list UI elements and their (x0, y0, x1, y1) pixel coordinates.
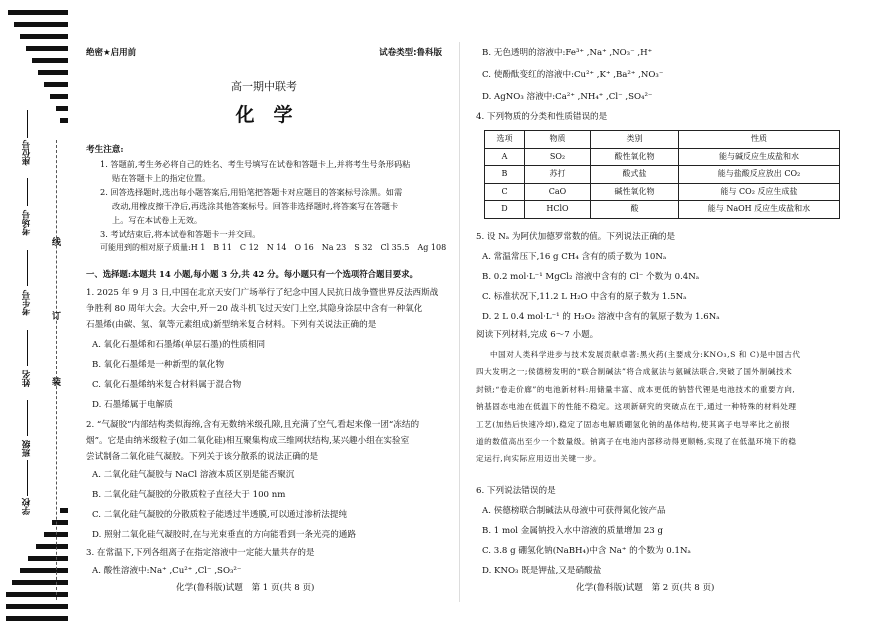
stripe (50, 94, 68, 99)
reading-intro: 阅读下列材料,完成 6～7 小题。 (476, 330, 599, 340)
fill-line (27, 110, 28, 138)
reading-line: 道的数值高出至少一个数量级。钠离子在电池内部移动得更顺畅,实现了在低温环境下的稳 (476, 437, 797, 447)
table-cell: 碱性氧化物 (591, 183, 679, 201)
question-1-option-b: B. 氧化石墨烯是一种新型的氧化物 (92, 360, 225, 370)
stripe (56, 106, 68, 111)
table-cell: 能与 NaOH 反应生成盐和水 (679, 201, 840, 219)
notice-line: 上。写在本试卷上无效。 (112, 215, 203, 225)
notice-line: 贴在答题卡上的指定位置。 (112, 173, 211, 183)
table-cell: D (485, 201, 525, 219)
question-2-text: 尝试制备二氧化硅气凝胶。下列关于该分散系的说法正确的是 (86, 452, 319, 462)
stripe (8, 10, 68, 15)
question-2-option-a: A. 二氧化硅气凝胶与 NaCl 溶液本质区别是能否聚沉 (92, 470, 295, 480)
question-1-option-d: D. 石墨烯属于电解质 (92, 400, 173, 410)
exam-room-label: 考场号 (22, 210, 32, 236)
table-cell: 酸 (591, 201, 679, 219)
stripe (26, 46, 68, 51)
table-cell: A (485, 148, 525, 166)
name-label: 姓名 (22, 370, 32, 387)
stripe (12, 580, 68, 585)
stripe (20, 34, 68, 39)
reading-line: 四大发明之一;侯德榜发明的“联合制碱法”将合成氨法与氨碱法联合,突破了国外制碱技术 (476, 367, 793, 377)
question-6-option-a: A. 侯德榜联合制碱法从母液中可获得氮化铵产品 (482, 506, 666, 516)
question-2-text: 2. “气凝胶”内部结构类似海绵,含有无数纳米级孔隙,且充满了空气,看起来像一团“冻结的 (86, 420, 420, 430)
fill-line (27, 250, 28, 286)
stripe (20, 568, 68, 573)
stripe (60, 508, 68, 513)
table-cell: 酸式盐 (591, 166, 679, 184)
question-2-option-b: B. 二氧化硅气凝胶的分散质粒子直径大于 100 nm (92, 490, 286, 500)
reading-line: 定运行,向实际应用迈出关键一步。 (476, 454, 602, 464)
reading-line: 中国对人类科学进步与技术发展贡献卓著:黑火药(主要成分:KNO₃,S 和 C)是中国古代 (490, 350, 801, 359)
reading-passage (476, 346, 848, 468)
stripe (38, 70, 68, 75)
notice-line: 改动,用橡皮擦干净后,再选涂其他答案标号。回答非选择题时,将答案写在答题卡 (112, 201, 399, 211)
reading-line: 工艺(加热后快速冷却),稳定了固态电解质硼氢化钠的晶体结构,使其离子电导率比之前报 (476, 419, 791, 429)
question-4-text: 4. 下列物质的分类和性质错误的是 (476, 112, 608, 122)
table-header-cell: 物质 (525, 131, 591, 149)
question-1-option-c: C. 氧化石墨烯纳米复合材料属于混合物 (92, 380, 242, 390)
table-cell: B (485, 166, 525, 184)
question-3-text: 3. 在常温下,下列各组离子在指定溶液中一定能大量共存的是 (86, 548, 315, 558)
question-5-option-c: C. 标准状况下,11.2 L H₂O 中含有的原子数为 1.5Nₐ (482, 292, 687, 302)
fill-line (27, 330, 28, 366)
question-3-option-a: A. 酸性溶液中:Na⁺ ,Cu²⁺ ,Cl⁻ ,SO₃²⁻ (92, 566, 242, 576)
question-6-option-d: D. KNO₃ 既是钾盐,又是硝酸盐 (482, 566, 602, 576)
question-3-option-d: D. AgNO₃ 溶液中:Ca²⁺ ,NH₄⁺ ,Cl⁻ ,SO₄²⁻ (482, 92, 653, 102)
section-title: 一、选择题:本题共 14 小题,每小题 3 分,共 42 分。每小题只有一个选项符合题目要求。 (86, 269, 418, 279)
table-header-cell: 选项 (485, 131, 525, 149)
table-row (485, 166, 840, 184)
table-row (485, 148, 840, 166)
stripe (32, 58, 68, 63)
notice-line: 3. 考试结束后,将本试卷和答题卡一并交回。 (100, 229, 261, 239)
page-divider (459, 42, 460, 602)
question-3-option-b: B. 无色透明的溶液中:Fe³⁺ ,Na⁺ ,NO₃⁻ ,H⁺ (482, 48, 653, 58)
reading-line: 封锁;“卷走价廊”的电池新材料:用储量丰富、成本更低的钠替代锂是电池技术的重要方向, (476, 384, 796, 394)
candidate-number-label: 考生号 (22, 290, 32, 316)
table-row (485, 201, 840, 219)
question-2-option-d: D. 照射二氧化硅气凝胶时,在与光束垂直的方向能看到一条光亮的通路 (92, 530, 356, 540)
paper-type: 试卷类型:鲁科版 (379, 48, 442, 58)
stripe (44, 82, 68, 87)
question-5-option-b: B. 0.2 mol·L⁻¹ MgCl₂ 溶液中含有的 Cl⁻ 个数为 0.4Nₐ (482, 272, 700, 282)
question-1-text: 1. 2025 年 9 月 3 日,中国在北京天安门广场举行了纪念中国人民抗日战争暨世界反法西斯战 (86, 288, 439, 298)
stripe (28, 556, 68, 561)
question-6-text: 6. 下列说法错误的是 (476, 486, 556, 496)
question-1-text: 争胜利 80 周年大会。大会中,歼－20 战斗机飞过天安门上空,其隐身涂层中含有一种氧化 (86, 304, 423, 314)
table-cell: 酸性氧化物 (591, 148, 679, 166)
exam-title: 高一期中联考 (231, 80, 297, 93)
class-label: 班级 (22, 440, 32, 457)
stripe (14, 22, 68, 27)
cut-word-mount: 装 (52, 378, 62, 388)
stripe (6, 604, 68, 609)
fill-line (27, 460, 28, 496)
question-6-option-b: B. 1 mol 金属钠投入水中溶液的质量增加 23 g (482, 526, 663, 536)
classification-table (484, 130, 840, 219)
question-2-option-c: C. 二氧化硅气凝胶的分散质粒子能透过半透膜,可以通过渗析法提纯 (92, 510, 348, 520)
stripe (52, 520, 68, 525)
question-5-option-d: D. 2 L 0.4 mol·L⁻¹ 的 H₂O₂ 溶液中含有的氧原子数为 1.6Nₐ (482, 312, 720, 322)
table-cell: CaO (525, 183, 591, 201)
cut-line (56, 140, 57, 600)
page-1-footer: 化学(鲁科版)试题 第 1 页(共 8 页) (176, 583, 315, 593)
question-6-option-c: C. 3.8 g 硼氢化钠(NaBH₄)中含 Na⁺ 的个数为 0.1Nₐ (482, 546, 691, 556)
table-cell: SO₂ (525, 148, 591, 166)
fill-line (27, 400, 28, 436)
notice-line: 2. 回答选择题时,选出每小题答案后,用铅笔把答题卡对应题目的答案标号涂黑。如需 (100, 187, 403, 197)
table-cell: 能与盐酸反应放出 CO₂ (679, 166, 840, 184)
school-label: 学校 (22, 498, 32, 515)
reading-line: 钠基固态电池在低温下的性能不稳定。这项新研究的突破点在于,通过一种特殊的材料处理 (476, 402, 797, 412)
question-3-option-c: C. 使酚酞变红的溶液中:Cu²⁺ ,K⁺ ,Ba²⁺ ,NO₃⁻ (482, 70, 664, 80)
table-row (485, 183, 840, 201)
question-1-option-a: A. 氧化石墨烯和石墨烯(单层石墨)的性质相同 (92, 340, 266, 350)
stripe (36, 544, 68, 549)
table-cell: 能与 CO₂ 反应生成盐 (679, 183, 840, 201)
question-1-text: 石墨烯(由碳、氢、氧等元素组成)新型纳米复合材料。下列有关说法正确的是 (86, 320, 377, 330)
notice-line: 1. 答题前,考生务必将自己的姓名、考生号填写在试卷和答题卡上,并将考生号条形码粘 (100, 159, 411, 169)
fill-line (27, 178, 28, 206)
subject-title: 化 学 (235, 104, 293, 126)
notice-title: 考生注意: (86, 145, 124, 155)
table-cell: HClO (525, 201, 591, 219)
table-cell: 苏打 (525, 166, 591, 184)
page-2-footer: 化学(鲁科版)试题 第 2 页(共 8 页) (576, 583, 715, 593)
table-cell: C (485, 183, 525, 201)
table-header-cell: 性质 (679, 131, 840, 149)
stripe (6, 616, 68, 621)
question-5-text: 5. 设 Nₐ 为阿伏加德罗常数的值。下列说法正确的是 (476, 232, 676, 242)
table-header-cell: 类别 (591, 131, 679, 149)
cut-word-bind: 订 (52, 312, 62, 322)
confidential-mark: 绝密★启用前 (86, 48, 137, 58)
table-cell: 能与碱反应生成盐和水 (679, 148, 840, 166)
atomic-mass-line: 可能用到的相对原子质量:H 1 B 11 C 12 N 14 O 16 Na 23 S 32 Cl 35.5 Ag 108 (100, 243, 447, 252)
seat-number-label: 座位号 (22, 140, 32, 166)
binding-strip (0, 0, 72, 630)
stripe (6, 592, 68, 597)
stripe (60, 118, 68, 123)
question-5-option-a: A. 常温常压下,16 g CH₄ 含有的质子数为 10Nₐ (482, 252, 667, 262)
question-2-text: 烟”。它是由纳米级粒子(如二氧化硅)相互聚集构成三维网状结构,某兴趣小组在实验室 (86, 436, 410, 446)
table-header-row (485, 131, 840, 149)
cut-word-line: 线 (52, 238, 62, 248)
